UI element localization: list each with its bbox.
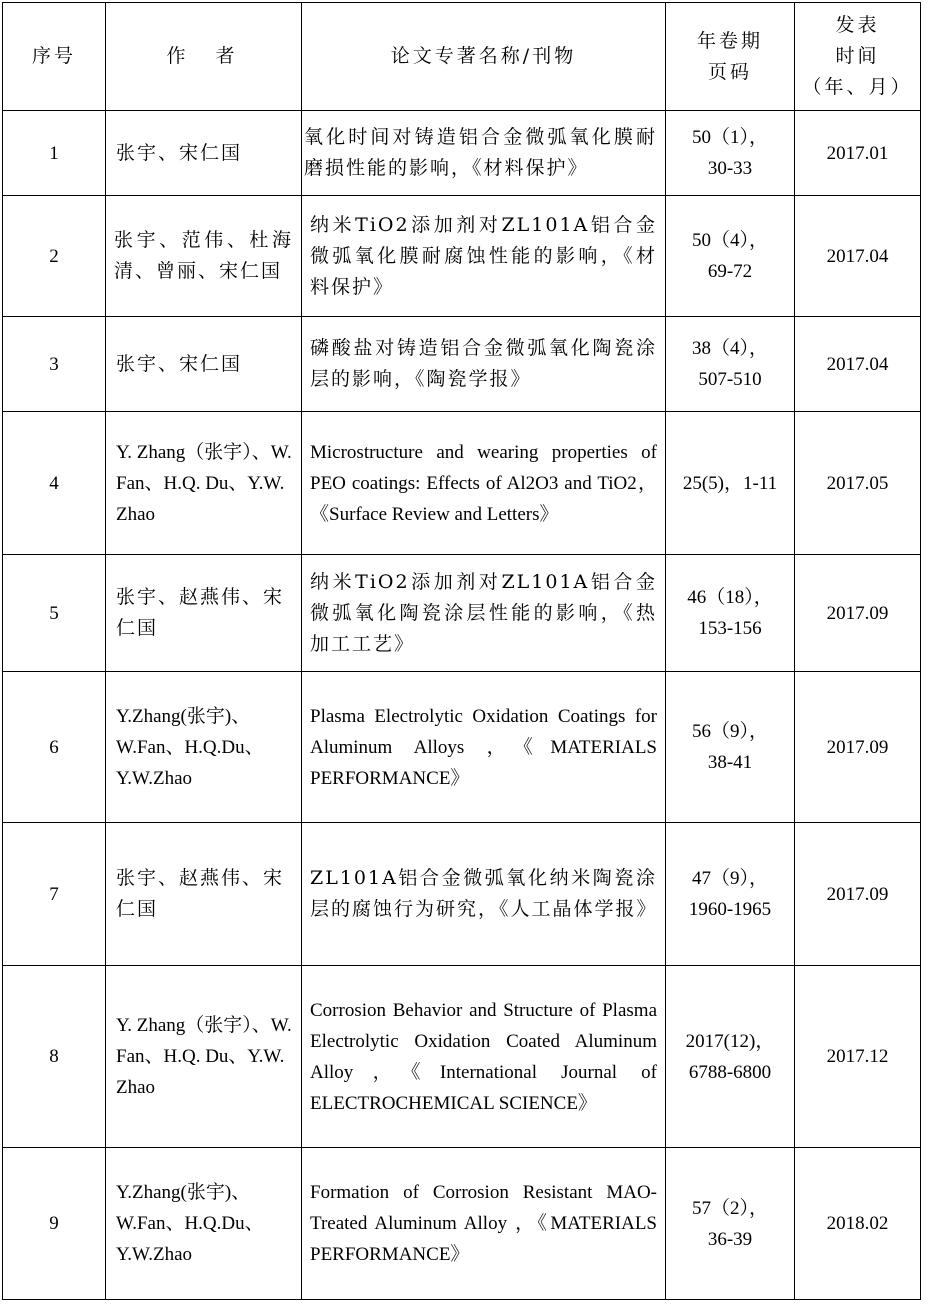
row-date: 2017.04 — [795, 196, 921, 317]
row-no: 6 — [3, 672, 106, 823]
table-row — [3, 823, 921, 966]
row-title: 纳米TiO2添加剂对ZL101A铝合金微弧氧化膜耐腐蚀性能的影响，《材料保护》 — [302, 196, 666, 317]
row-volume: 50（1），30-33 — [666, 111, 795, 196]
row-title: Plasma Electrolytic Oxidation Coatings for Aluminum Alloys ，《MATERIALS PERFORMANCE》 — [302, 672, 666, 823]
header-title: 论文专著名称/刊物 — [302, 3, 666, 111]
row-title: Microstructure and wearing properties of PEO coatings: Effects of Al2O3 and TiO2，《Surface Review and Letters》 — [302, 412, 666, 555]
row-no: 4 — [3, 412, 106, 555]
row-date: 2017.01 — [795, 111, 921, 196]
row-date: 2017.09 — [795, 672, 921, 823]
row-author: 张宇、范伟、杜海清、曾丽、宋仁国 — [106, 196, 302, 317]
row-date: 2017.09 — [795, 555, 921, 672]
row-title: ZL101A铝合金微弧氧化纳米陶瓷涂层的腐蚀行为研究，《人工晶体学报》 — [302, 823, 666, 966]
row-volume: 46（18），153-156 — [666, 555, 795, 672]
row-no: 2 — [3, 196, 106, 317]
table-row — [3, 196, 921, 317]
header-date-line3: （年、月） — [802, 76, 913, 98]
row-no: 9 — [3, 1148, 106, 1300]
header-no: 序号 — [3, 3, 106, 111]
row-title: Formation of Corrosion Resistant MAO-Treated Aluminum Alloy ，《MATERIALS PERFORMANCE》 — [302, 1148, 666, 1300]
row-volume: 2017(12)，6788-6800 — [666, 966, 795, 1148]
row-author: 张宇、赵燕伟、宋仁国 — [106, 555, 302, 672]
row-volume: 50（4），69-72 — [666, 196, 795, 317]
table-row — [3, 412, 921, 555]
row-no: 8 — [3, 966, 106, 1148]
header-row — [3, 3, 921, 111]
row-title: Corrosion Behavior and Structure of Plasma Electrolytic Oxidation Coated Aluminum Alloy，《International Journal of ELECTROCHEMICAL SCIENCE》 — [302, 966, 666, 1148]
header-volume-line1: 年卷期 — [696, 29, 763, 52]
row-date: 2017.04 — [795, 317, 921, 412]
row-date: 2017.09 — [795, 823, 921, 966]
publication-table — [2, 2, 921, 1300]
row-author: Y.Zhang(张宇)、W.Fan、H.Q.Du、Y.W.Zhao — [106, 672, 302, 823]
header-date-line2: 时间 — [835, 45, 880, 67]
row-author: Y. Zhang（张宇）、W. Fan、H.Q. Du、Y.W. Zhao — [106, 412, 302, 555]
table-row — [3, 1148, 921, 1300]
table-row — [3, 672, 921, 823]
header-date — [795, 3, 921, 111]
row-author: Y. Zhang（张宇）、W. Fan、H.Q. Du、Y.W. Zhao — [106, 966, 302, 1148]
row-title: 氧化时间对铸造铝合金微弧氧化膜耐磨损性能的影响，《材料保护》 — [302, 111, 666, 196]
header-date-line1: 发表 — [835, 14, 880, 36]
row-author: 张宇、宋仁国 — [106, 111, 302, 196]
row-volume: 38（4），507-510 — [666, 317, 795, 412]
row-volume: 25(5)，1-11 — [666, 412, 795, 555]
row-no: 5 — [3, 555, 106, 672]
header-author: 作 者 — [106, 3, 302, 111]
row-volume: 57（2），36-39 — [666, 1148, 795, 1300]
row-author: 张宇、赵燕伟、宋仁国 — [106, 823, 302, 966]
row-no: 3 — [3, 317, 106, 412]
row-title: 磷酸盐对铸造铝合金微弧氧化陶瓷涂层的影响，《陶瓷学报》 — [302, 317, 666, 412]
row-date: 2018.02 — [795, 1148, 921, 1300]
header-volume — [666, 3, 795, 111]
table-row — [3, 111, 921, 196]
table-row — [3, 555, 921, 672]
row-author: Y.Zhang(张宇)、W.Fan、H.Q.Du、Y.W.Zhao — [106, 1148, 302, 1300]
header-volume-line2: 页码 — [707, 60, 752, 83]
row-no: 7 — [3, 823, 106, 966]
row-author: 张宇、宋仁国 — [106, 317, 302, 412]
row-volume: 56（9），38-41 — [666, 672, 795, 823]
row-date: 2017.12 — [795, 966, 921, 1148]
row-date: 2017.05 — [795, 412, 921, 555]
row-volume: 47（9），1960-1965 — [666, 823, 795, 966]
row-title: 纳米TiO2添加剂对ZL101A铝合金微弧氧化陶瓷涂层性能的影响，《热加工工艺》 — [302, 555, 666, 672]
row-no: 1 — [3, 111, 106, 196]
table-row — [3, 966, 921, 1148]
table-row — [3, 317, 921, 412]
